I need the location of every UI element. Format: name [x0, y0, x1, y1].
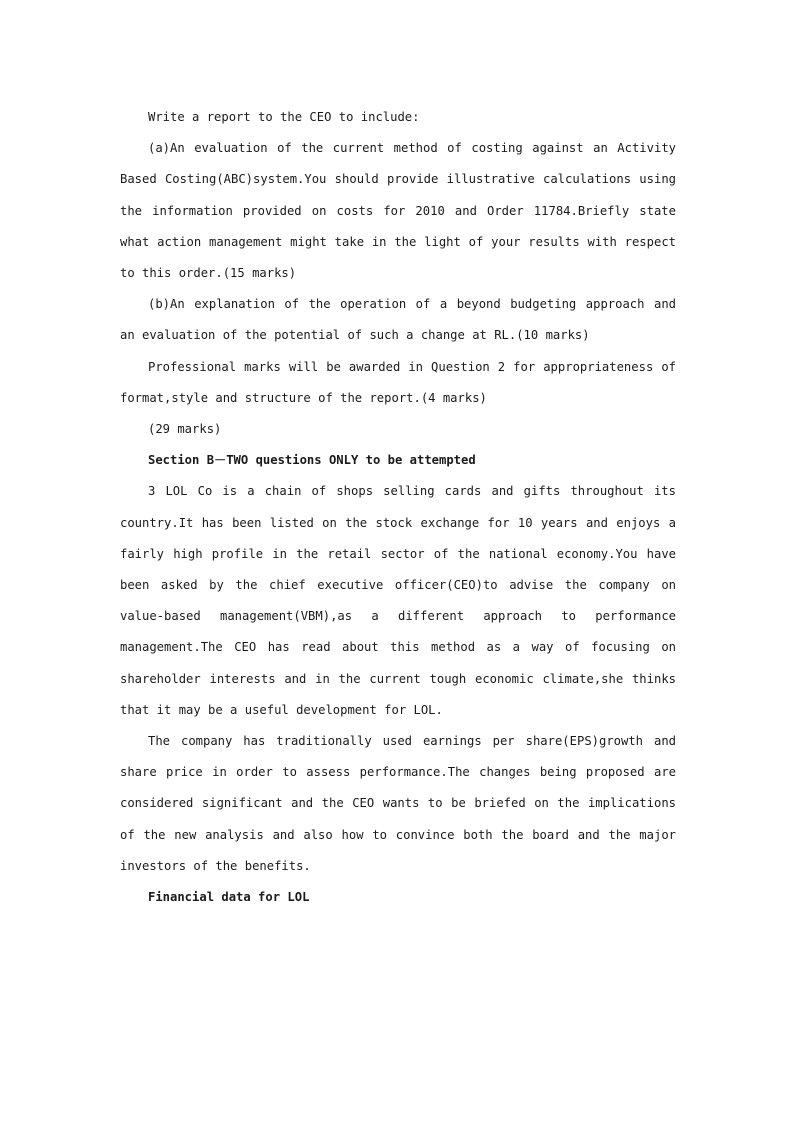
question-3-background: The company has traditionally used earnings per share(EPS)growth and share price in order to assess performance.The changes being proposed are considered significant and the CEO wants to be briefed on the implications of the new analysis and also how to convince both the board and the major investors of the benefits.: [120, 734, 676, 873]
question-3-intro: 3 LOL Co is a chain of shops selling cards and gifts throughout its country.It has been listed on the stock exchange for 10 years and enjoys a fairly high profile in the retail sector of the national economy.You have been asked by the chief executive officer(CEO)to advise the company on value-based management(VBM),as a different approach to performance management.The CEO has read about this method as a way of focusing on shareholder interests and in the current tough economic climate,she thinks that it may be a useful development for LOL.: [120, 484, 676, 717]
requirement-a: (a)An evaluation of the current method of costing against an Activity Based Costing(ABC)system.You should provide illustrative calculations using the information provided on costs for 2010 and Order 11784.Briefly state what action management might take in the light of your results with respect to this order.(15 marks): [120, 141, 676, 281]
total-marks: (29 marks): [148, 422, 222, 437]
professional-marks-note: Professional marks will be awarded in Question 2 for appropriateness of format,style and structure of the report.(4 marks): [120, 359, 676, 405]
report-instruction: Write a report to the CEO to include:: [148, 110, 420, 124]
document-body: [120, 102, 676, 913]
requirement-b: (b)An explanation of the operation of a beyond budgeting approach and an evaluation of the potential of such a change at RL.(10 marks): [120, 297, 676, 343]
section-b-heading: Section B－TWO questions ONLY to be attempted: [148, 453, 476, 468]
financial-data-heading: Financial data for LOL: [148, 890, 310, 905]
